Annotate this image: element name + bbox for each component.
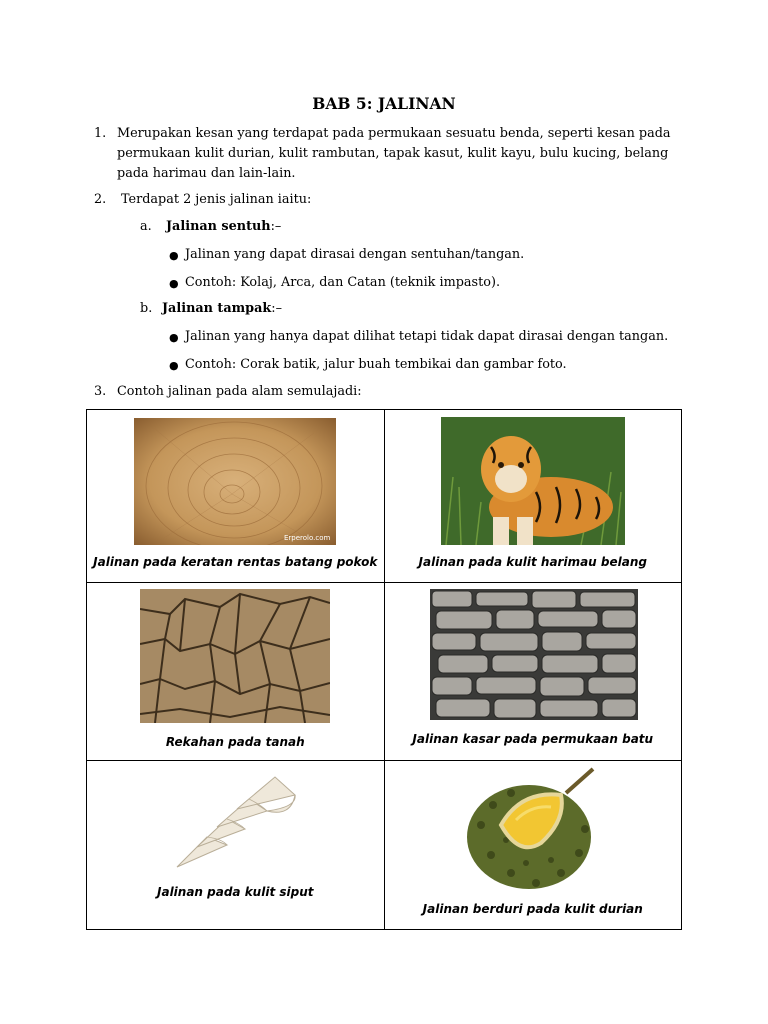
stone-wall-image <box>430 589 638 720</box>
wood-cross-section-image <box>134 418 336 545</box>
example-cell-shell <box>87 761 385 930</box>
item-2-number: 2. <box>94 192 107 207</box>
sub-b-bullet-1: Jalinan yang hanya dapat dilihat tetapi tidak dapat dirasai dengan tangan. <box>185 329 669 344</box>
bullet-icon: ● <box>169 359 179 372</box>
example-cell-stone <box>384 583 682 761</box>
sub-a-letter: a. <box>140 219 152 234</box>
bullet-icon: ● <box>169 331 179 344</box>
item-3-number: 3. <box>94 384 107 399</box>
cracked-soil-image <box>140 589 330 723</box>
sub-b-title: Jalinan tampak <box>162 301 272 316</box>
sub-a-bullet-2: Contoh: Kolaj, Arca, dan Catan (teknik impasto). <box>185 275 501 290</box>
item-2-text: Terdapat 2 jenis jalinan iaitu: <box>121 192 312 207</box>
example-cell-soil <box>87 583 385 761</box>
bullet-icon: ● <box>169 277 179 290</box>
example-cell-wood <box>87 410 385 583</box>
sub-b-heading <box>162 301 282 316</box>
item-3-text: Contoh jalinan pada alam semulajadi: <box>117 384 362 399</box>
tiger-image <box>441 417 625 545</box>
caption-wood: Jalinan pada keratan rentas batang pokok <box>93 555 378 569</box>
example-cell-tiger <box>384 410 682 583</box>
sub-a-title: Jalinan sentuh <box>166 219 271 234</box>
page-title: BAB 5: JALINAN <box>312 94 456 113</box>
item-1-line-1: Merupakan kesan yang terdapat pada permukaan sesuatu benda, seperti kesan pada <box>117 126 671 141</box>
caption-durian: Jalinan berduri pada kulit durian <box>422 902 643 916</box>
sub-a-heading <box>166 219 281 234</box>
item-1-line-3: pada harimau dan lain-lain. <box>117 166 296 181</box>
item-1-number: 1. <box>94 126 107 141</box>
examples-table <box>86 409 682 930</box>
caption-shell: Jalinan pada kulit siput <box>157 885 314 899</box>
sub-b-suffix: :– <box>271 301 282 316</box>
caption-stone: Jalinan kasar pada permukaan batu <box>412 732 654 746</box>
durian-image <box>461 765 601 893</box>
bullet-icon: ● <box>169 249 179 262</box>
wood-watermark: Erperolo.com <box>284 534 331 542</box>
sub-b-bullet-2: Contoh: Corak batik, jalur buah tembikai dan gambar foto. <box>185 357 567 372</box>
example-cell-durian <box>384 761 682 930</box>
sub-a-bullet-1: Jalinan yang dapat dirasai dengan sentuhan/tangan. <box>185 247 525 262</box>
item-1-line-2: permukaan kulit durian, kulit rambutan, tapak kasut, kulit kayu, bulu kucing, belang <box>117 146 669 161</box>
sub-a-suffix: :– <box>270 219 282 234</box>
caption-tiger: Jalinan pada kulit harimau belang <box>418 555 647 569</box>
seashell-image <box>167 767 302 873</box>
caption-soil: Rekahan pada tanah <box>165 735 305 749</box>
sub-b-letter: b. <box>140 301 153 316</box>
